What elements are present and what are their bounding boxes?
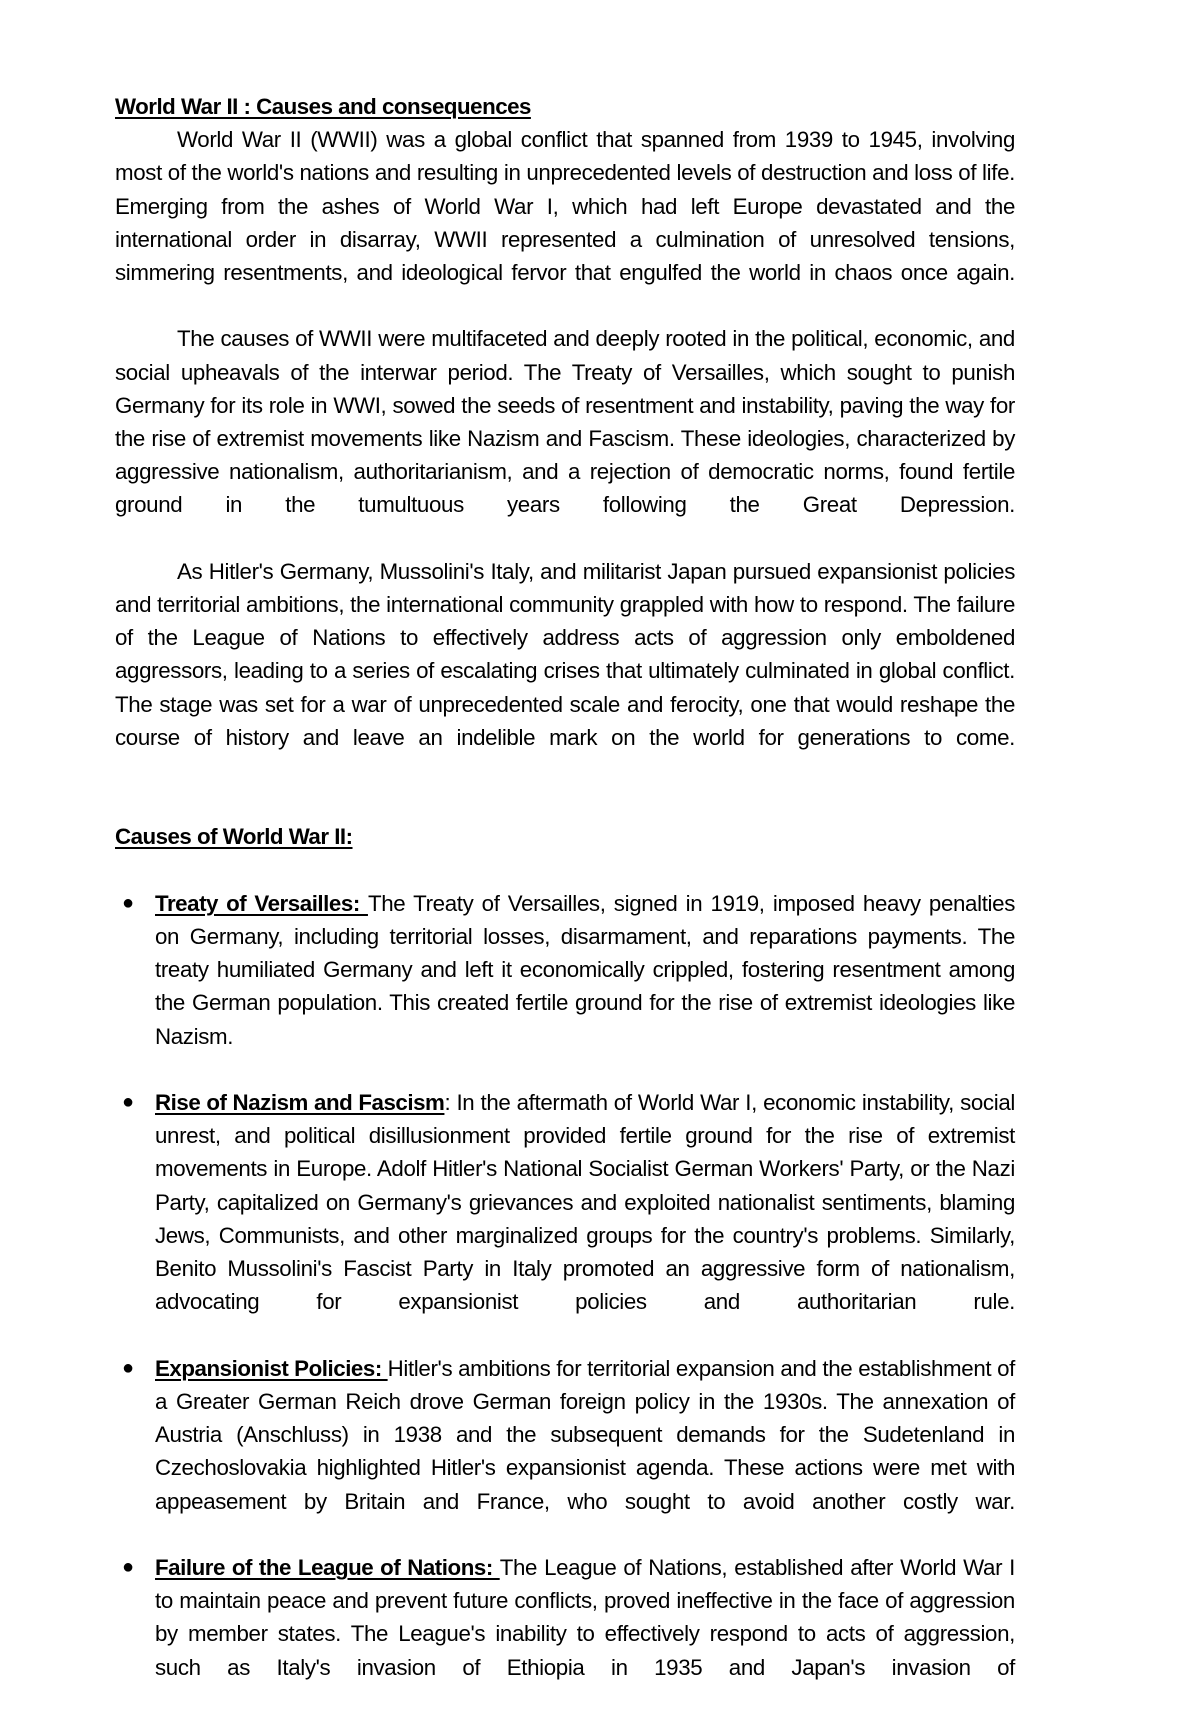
page-title: World War II : Causes and consequences	[115, 94, 531, 119]
list-item-body: In the aftermath of World War I, economic instability, social unrest, and political disillusionment provided fertile ground for the rise of extremist movements in Europe. Adolf Hitler's National Socialist German Workers' Party, or the Nazi Party, capitalized on Germany's grievances and exploited nationalist sentiments, blaming Jews, Communists, and other marginalized groups for the country's problems. Similarly, Benito Mussolini's Fascist Party in Italy promoted an aggressive form of nationalism, advocating for expansionist policies and authoritarian rule.	[155, 1090, 1015, 1315]
list-item-body: The Treaty of Versailles, signed in 1919, imposed heavy penalties on Germany, including territorial losses, disarmament, and reparations payments. The treaty humiliated Germany and left it economically crippled, fostering resentment among the German population. This created fertile ground for the rise of extremist ideologies like Nazism.	[155, 890, 1015, 1049]
list-item-body: The League of Nations, established after World War I to maintain peace and prevent future conflicts, proved ineffective in the face of aggression by member states. The League's inability to effectively respond to acts of aggression, such as Italy's invasion of Ethiopia in 1935 and Japan's invasion of	[155, 1554, 1015, 1680]
section-spacer	[115, 787, 1015, 820]
list-item	[122, 1352, 1015, 1551]
bullet-icon: ●	[122, 1356, 134, 1379]
list-item-lead: Rise of Nazism and Fascism	[155, 1090, 445, 1116]
list-spacer	[115, 854, 1015, 887]
list-item-lead: Treaty of Versailles:	[155, 890, 368, 916]
list-item	[122, 1551, 1015, 1717]
causes-list	[115, 887, 1015, 1717]
paragraph-2: The causes of WWII were multifaceted and deeply rooted in the political, economic, and social upheavals of the interwar period. The Treaty of Versailles, which sought to punish Germany for its role in WWI, sowed the seeds of resentment and instability, paving the way for the rise of extremist movements like Nazism and Fascism. These ideologies, characterized by aggressive nationalism, authoritarianism, and a rejection of democratic norms, found fertile ground in the tumultuous years following the Great Depression.	[115, 326, 1015, 518]
section-heading-causes: Causes of World War II:	[115, 824, 353, 850]
list-item-lead-colon: :	[444, 1090, 457, 1116]
list-item-body: Hitler's ambitions for territorial expansion and the establishment of a Greater German Reich drove German foreign policy in the 1930s. The annexation of Austria (Anschluss) in 1938 and the subsequent demands for the Sudetenland in Czechoslovakia highlighted Hitler's expansionist agenda. These actions were met with appeasement by Britain and France, who sought to avoid another costly war.	[155, 1355, 1015, 1514]
bullet-icon: ●	[122, 891, 134, 914]
list-item-lead: Expansionist Policies:	[155, 1355, 388, 1381]
bullet-icon: ●	[122, 1555, 134, 1578]
document-body	[115, 90, 1015, 1717]
list-item-lead: Failure of the League of Nations:	[155, 1554, 500, 1580]
paragraph-1: World War II (WWII) was a global conflict that spanned from 1939 to 1945, involving most of the world's nations and resulting in unprecedented levels of destruction and loss of life. Emerging from the ashes of World War I, which had left Europe devastated and the international order in disarray, WWII represented a culmination of unresolved tensions, simmering resentments, and ideological fervor that engulfed the world in chaos once again.	[115, 127, 1015, 286]
bullet-icon: ●	[122, 1091, 134, 1114]
list-item	[122, 1086, 1015, 1352]
list-item	[122, 887, 1015, 1086]
paragraph-3: As Hitler's Germany, Mussolini's Italy, and militarist Japan pursued expansionist policies and territorial ambitions, the international community grappled with how to respond. The failure of the League of Nations to effectively address acts of aggression only emboldened aggressors, leading to a series of escalating crises that ultimately culminated in global conflict. The stage was set for a war of unprecedented scale and ferocity, one that would reshape the course of history and leave an indelible mark on the world for generations to come.	[115, 558, 1015, 750]
